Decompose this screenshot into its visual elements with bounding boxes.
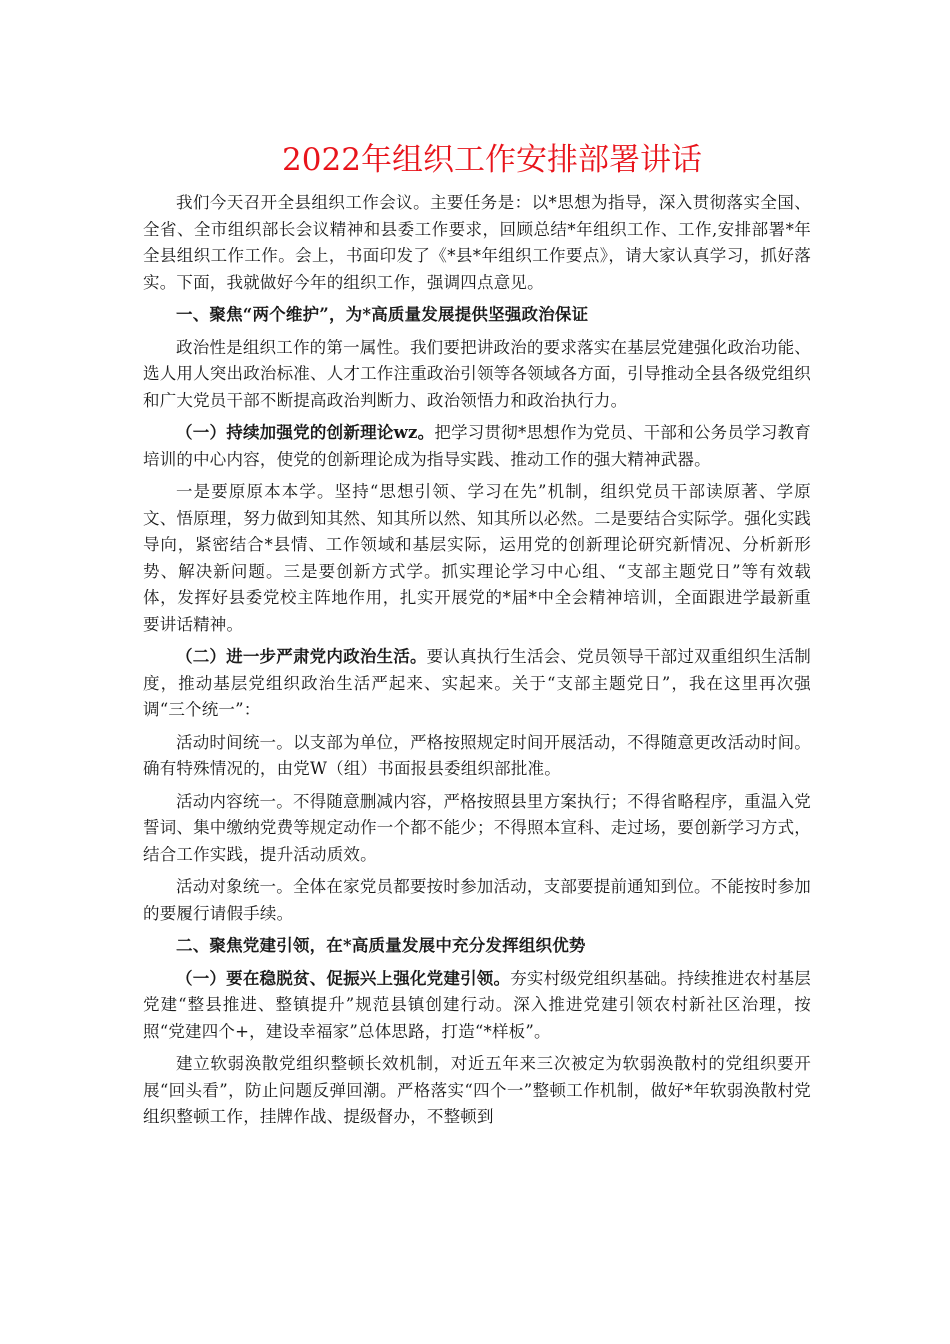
subheading-political-life: （二）进一步严肃党内政治生活。 — [176, 647, 427, 666]
paragraph-rural-revitalization-text: 夯实村级党组织基础。持续推进农村基层党建“整县推进、整镇提升”规范县镇创建行动。深入推进党建引领农村新社区治理，按照“党建四个+，建设幸福家”总体思路，打造“*样板”。 — [143, 968, 811, 1041]
paragraph-weak-organizations: 建立软弱涣散党组织整顿长效机制，对近五年来三次被定为软弱涣散村的党组织要开展“回头看”，防止问题反弹回潮。严格落实“四个一”整顿工作机制，做好*年软弱涣散村党组织整顿工作，挂牌作战、提级督办，不整顿到 — [143, 1054, 811, 1126]
paragraph-political-life-text: 要认真执行生活会、党员领导干部过双重组织生活制度，推动基层党组织政治生活严起来、实起来。关于“支部主题党日”，我在这里再次强调“三个统一”： — [143, 647, 812, 719]
paragraph-activity-content: 活动内容统一。不得随意删减内容，严格按照县里方案执行；不得省略程序，重温入党誓词、集中缴纳党费等规定动作一个都不能少；不得照本宣科、走过场，要创新学习方式，结合工作实践，提升活动质效。 — [143, 791, 811, 864]
paragraph-rural-revitalization — [143, 966, 811, 1046]
paragraph-political-life — [143, 644, 811, 724]
paragraph-study-methods: 一是要原原本本学。坚持“思想引领、学习在先”机制，组织党员干部读原著、学原文、悟原理，努力做到知其然、知其所以然、知其所以必然。二是要结合实际学。强化实践导向，紧密结合*县情、工作领域和基层实际，运用党的创新理论研究新情况、分析新形势、解决新问题。三是要创新方式学。抓实理论学习中心组、“支部主题党日”等有效载体，发挥好县委党校主阵地作用，扎实开展党的*届*中全会精神培训，全面跟进学最新重要讲话精神。 — [143, 482, 811, 634]
document-title: 2022年组织工作安排部署讲话 — [282, 142, 702, 178]
section-heading-2: 二、聚焦党建引领，在*高质量发展中充分发挥组织优势 — [176, 936, 586, 955]
paragraph-intro: 我们今天召开全县组织工作会议。主要任务是：以*思想为指导，深入贯彻落实全国、全省、全市组织部长会议精神和县委工作要求，回顾总结*年组织工作、工作,安排部署*年全县组织工作工作。会上，书面印发了《*县*年组织工作要点》，请大家认真学习，抓好落实。下面，我就做好今年的组织工作，强调四点意见。 — [143, 193, 811, 292]
paragraph-activity-time: 活动时间统一。以支部为单位，严格按照规定时间开展活动，不得随意更改活动时间。确有特殊情况的，由党W（组）书面报县委组织部批准。 — [143, 732, 811, 778]
paragraph-activity-members: 活动对象统一。全体在家党员都要按时参加活动，支部要提前通知到位。不能按时参加的要履行请假手续。 — [143, 877, 811, 923]
subheading-rural-revitalization: （一）要在稳脱贫、促振兴上强化党建引领。 — [176, 968, 511, 988]
paragraph-political: 政治性是组织工作的第一属性。我们要把讲政治的要求落实在基层党建强化政治功能、选人用人突出政治标准、人才工作注重政治引领等各领域各方面，引导推动全县各级党组织和广大党员干部不断提高政治判断力、政治领悟力和政治执行力。 — [143, 337, 811, 410]
subheading-theory: （一）持续加强党的创新理论wz。 — [176, 423, 435, 442]
paragraph-theory-text: 把学习贯彻*思想作为党员、干部和公务员学习教育培训的中心内容，使党的创新理论成为指导实践、推动工作的强大精神武器。 — [143, 423, 811, 469]
section-heading-1: 一、聚焦“两个维护”，为*高质量发展提供坚强政治保证 — [176, 305, 589, 324]
document-page — [143, 140, 811, 1137]
paragraph-theory — [143, 420, 811, 473]
